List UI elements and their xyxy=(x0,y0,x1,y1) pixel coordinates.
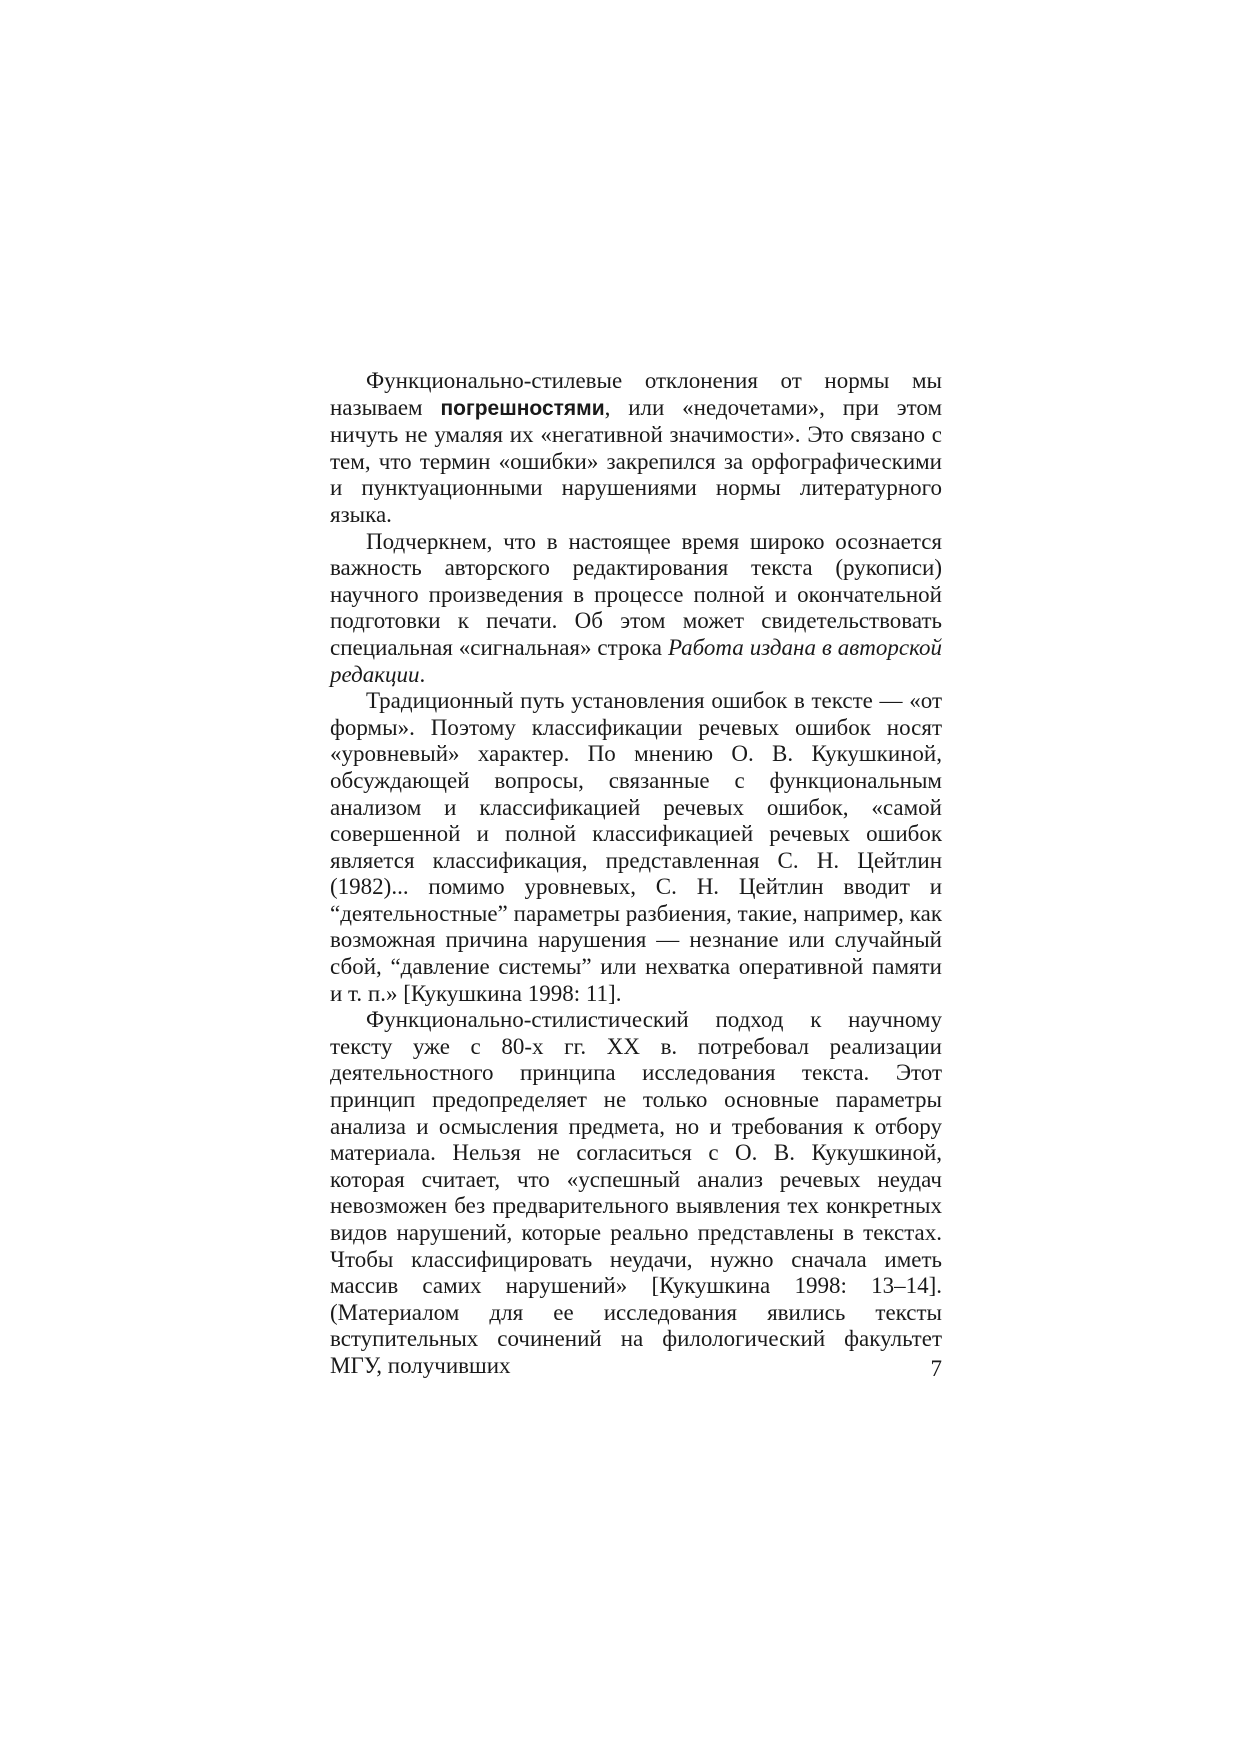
paragraph-3 xyxy=(330,688,942,1007)
paragraph-2 xyxy=(330,529,942,689)
body-text xyxy=(330,368,942,1380)
term-pogreshnosti: погрешностями xyxy=(440,396,605,420)
paragraph-1 xyxy=(330,368,942,529)
paragraph-2-text-b: . xyxy=(419,661,426,687)
signal-line-italic: Работа издана в авторской редакции xyxy=(330,634,942,687)
paragraph-1-text-b: , или «недочетами», при этом ничуть не умаляя их «негативной значимости». Это связано с тем, что термин «ошибки» закрепился за орфографическими и пунктуационными нарушениями нормы литературного языка. xyxy=(330,394,942,527)
paragraph-1-text-a: Функционально-стилевые отклонения от нормы мы называем xyxy=(330,368,942,420)
page-number: 7 xyxy=(930,1356,942,1381)
paragraph-2-text-a: Подчеркнем, что в настоящее время широко осознается важность авторского редактирования текста (рукописи) научного произведения в процессе полной и окончательной подготовки к печати. Об этом может свидетельствовать специальная «сигнальная» строка xyxy=(330,528,942,660)
paragraph-4 xyxy=(330,1007,942,1379)
paragraph-4-text: Функционально-стилистический подход к научному тексту уже с 80-х гг. XX в. потребовал реализации деятельностного принципа исследования текста. Этот принцип предопределяет не только основные параметры анализа и осмысления предмета, но и требования к отбору материала. Нельзя не согласиться с О. В. Кукушкиной, которая считает, что «успешный анализ речевых неудач невозможен без предварительного выявления тех конкретных видов нарушений, которые реально представлены в текстах. Чтобы классифицировать неудачи, нужно сначала иметь массив самих нарушений» [Кукушкина 1998: 13–14]. (Материалом для ее исследования явились тексты вступительных сочинений на филологический факультет МГУ, получивших xyxy=(330,1007,942,1378)
paragraph-3-text: Традиционный путь установления ошибок в тексте — «от формы». Поэтому классификации речевых ошибок носят «уровневый» характер. По мнению О. В. Кукушкиной, обсуждающей вопросы, связанные с функциональным анализом и классификацией речевых ошибок, «самой совершенной и полной классификацией речевых ошибок является классификация, представленная С. Н. Цейтлин (1982)... помимо уровневых, С. Н. Цейтлин вводит и “деятельностные” параметры разбиения, такие, например, как возможная причина нарушения — незнание или случайный сбой, “давление системы” или нехватка оперативной памяти и т. п.» [Кукушкина 1998: 11]. xyxy=(330,688,942,1006)
